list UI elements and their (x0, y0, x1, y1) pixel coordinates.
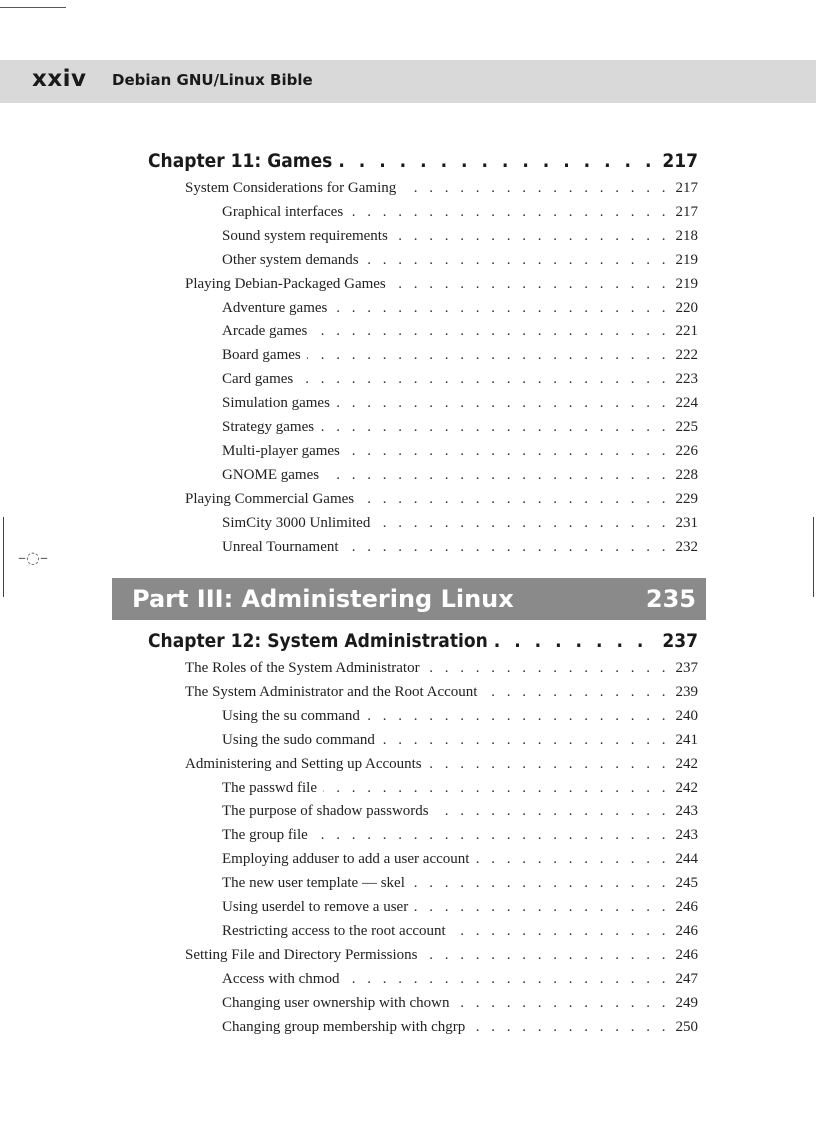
toc-entry-page: 243 (675, 827, 698, 844)
dot-leader (392, 276, 670, 293)
toc-entry[interactable] (222, 204, 698, 221)
toc-entry-page: 240 (675, 707, 698, 724)
toc-entry-title: The purpose of shadow passwords (222, 803, 429, 820)
toc-entry-title: The group file (222, 827, 308, 844)
toc-entry-page: 242 (675, 779, 698, 796)
toc-entry-title: Other system demands (222, 251, 359, 268)
dot-leader (336, 395, 670, 412)
toc-entry-page: 242 (675, 755, 698, 772)
toc-entry-title: Changing group membership with chgrp (222, 1018, 466, 1035)
toc-entry-page: 220 (675, 299, 698, 316)
toc-entry[interactable] (222, 515, 698, 532)
toc-entry-title: Using the sudo command (222, 731, 375, 748)
toc-entry-title: Simulation games (222, 395, 330, 412)
toc-entry-page: 223 (675, 371, 698, 388)
toc-entry-page: 224 (675, 395, 698, 412)
toc-entry[interactable] (185, 180, 698, 197)
toc-entry[interactable] (185, 756, 698, 773)
dot-leader (365, 252, 670, 269)
toc-entry-page: 219 (675, 251, 698, 268)
registration-mark-icon: –◌– (18, 548, 48, 567)
chapter-title: Chapter 11: Games (148, 150, 333, 172)
toc-entry[interactable] (185, 276, 698, 293)
dot-leader (394, 228, 670, 245)
dot-leader (345, 971, 669, 988)
dot-leader (402, 180, 669, 197)
toc-entry[interactable] (222, 323, 698, 340)
dot-leader (338, 150, 656, 172)
dot-leader (323, 780, 670, 797)
toc-entry-page: 246 (675, 922, 698, 939)
toc-entry[interactable] (222, 300, 698, 317)
toc-entry-title: The Roles of the System Administrator (185, 660, 420, 676)
book-title: Debian GNU/Linux Bible (112, 71, 313, 89)
toc-entry[interactable] (185, 947, 698, 964)
dot-leader (349, 204, 669, 221)
toc-entry[interactable] (222, 923, 698, 940)
dot-leader (455, 995, 669, 1012)
toc-entry-page: 217 (675, 203, 698, 220)
toc-entry-title: The passwd file (222, 779, 317, 796)
toc-entry-title: Arcade games (222, 323, 308, 340)
toc-entry-page: 221 (675, 323, 698, 340)
toc-entry[interactable] (222, 803, 698, 820)
toc-entry-title: Unreal Tournament (222, 538, 339, 555)
dot-leader (366, 708, 670, 725)
toc-entry[interactable] (222, 419, 698, 436)
toc-entry-title: The System Administrator and the Root Account (185, 683, 478, 700)
toc-entry-page: 219 (675, 275, 698, 292)
part-3-banner[interactable] (112, 578, 706, 620)
dot-leader (320, 419, 669, 436)
dot-leader (314, 827, 670, 844)
toc-entry[interactable] (222, 443, 698, 460)
dot-leader (452, 923, 670, 940)
page-number: xxiv (32, 66, 87, 92)
toc-entry-title: SimCity 3000 Unlimited (222, 514, 371, 531)
toc-entry-page: 229 (675, 490, 698, 507)
toc-entry[interactable] (222, 899, 698, 916)
toc-entry[interactable] (222, 732, 698, 749)
chapter-12-heading[interactable] (148, 630, 698, 652)
toc-entry-page: 247 (675, 970, 698, 987)
part-title: Part III: Administering Linux (132, 585, 514, 613)
toc-entry-page: 226 (675, 442, 698, 459)
top-crop-rule (0, 7, 66, 8)
toc-entry-title: Playing Commercial Games (185, 490, 355, 507)
toc-entry[interactable] (185, 660, 698, 677)
toc-entry-title: Administering and Setting up Accounts (185, 755, 422, 772)
toc-entry[interactable] (185, 491, 698, 508)
dot-leader (307, 347, 670, 364)
toc-entry-page: 246 (675, 946, 698, 963)
dot-leader (376, 515, 669, 532)
dot-leader (414, 899, 669, 916)
toc-entry-page: 225 (675, 419, 698, 435)
toc-entry[interactable] (222, 827, 698, 844)
toc-entry-title: Setting File and Directory Permissions (185, 946, 418, 963)
toc-entry-page: 228 (675, 466, 698, 483)
toc-entry[interactable] (222, 1019, 698, 1036)
toc-entry[interactable] (222, 395, 698, 412)
toc-entry-page: 243 (675, 803, 698, 820)
left-margin-mark (3, 517, 4, 597)
toc-entry-page: 218 (675, 227, 698, 244)
dot-leader (345, 539, 670, 556)
dot-leader (494, 630, 657, 652)
chapter-title: Chapter 12: System Administration (148, 630, 488, 652)
toc-entry-page: 239 (675, 683, 698, 700)
dot-leader (426, 660, 670, 677)
toc-entry-title: Sound system requirements (222, 227, 388, 244)
toc-entry-page: 244 (675, 851, 698, 868)
toc-entry-page: 231 (675, 514, 698, 531)
toc-entry-title: System Considerations for Gaming (185, 180, 397, 196)
toc-entry-title: Graphical interfaces (222, 203, 344, 220)
toc-entry-page: 217 (675, 180, 698, 196)
toc-entry-title: Employing adduser to add a user account (222, 851, 470, 868)
toc-entry[interactable] (185, 684, 698, 701)
dot-leader (428, 756, 670, 773)
right-margin-mark (813, 517, 814, 597)
toc-entry-page: 250 (675, 1018, 698, 1035)
toc-entry[interactable] (222, 971, 698, 988)
toc-entry-title: Restricting access to the root account (222, 922, 446, 939)
toc-entry-page: 237 (675, 660, 698, 676)
dot-leader (360, 491, 669, 508)
toc-entry-title: Using userdel to remove a user (222, 899, 409, 915)
toc-entry-page: 232 (675, 538, 698, 555)
toc-entry-title: Access with chmod (222, 970, 340, 987)
toc-entry[interactable] (222, 347, 698, 364)
dot-leader (333, 300, 669, 317)
toc-entry[interactable] (222, 539, 698, 556)
dot-leader (313, 323, 669, 340)
chapter-11-heading[interactable] (148, 150, 698, 172)
toc-entry-page: 245 (675, 875, 698, 892)
toc-entry-page: 222 (675, 347, 698, 364)
dot-leader (346, 443, 670, 460)
toc-entry-title: Card games (222, 371, 294, 388)
toc-entry[interactable] (222, 851, 698, 868)
toc-entry[interactable] (222, 780, 698, 797)
chapter-page: 237 (662, 630, 698, 652)
toc-entry-title: Playing Debian-Packaged Games (185, 275, 386, 292)
toc-entry-title: Using the su command (222, 707, 360, 724)
dot-leader (325, 467, 669, 484)
dot-leader (381, 732, 670, 749)
dot-leader (423, 947, 669, 964)
toc-entry[interactable] (222, 228, 698, 245)
toc-entry[interactable] (222, 708, 698, 725)
part-page: 235 (645, 585, 696, 613)
toc-entry-title: The new user template — skel (222, 875, 405, 892)
toc-entry-title: Changing user ownership with chown (222, 994, 450, 1011)
dot-leader (435, 803, 670, 820)
dot-leader (299, 371, 669, 388)
toc-entry[interactable] (222, 875, 698, 892)
toc-entry-title: Board games (222, 347, 301, 364)
dot-leader (471, 1019, 669, 1036)
dot-leader (475, 851, 669, 868)
toc-entry[interactable] (222, 467, 698, 484)
toc-entry[interactable] (222, 995, 698, 1012)
toc-entry[interactable] (222, 371, 698, 388)
toc-entry-title: GNOME games (222, 466, 320, 483)
chapter-page: 217 (662, 150, 698, 172)
toc-entry-title: Strategy games (222, 419, 315, 435)
toc-entry-page: 249 (675, 994, 698, 1011)
toc-entry-page: 246 (675, 899, 698, 915)
toc-entry-page: 241 (675, 731, 698, 748)
toc-entry[interactable] (222, 252, 698, 269)
toc-entry-title: Adventure games (222, 299, 328, 316)
dot-leader (411, 875, 670, 892)
dot-leader (483, 684, 669, 701)
toc-entry-title: Multi-player games (222, 442, 340, 459)
